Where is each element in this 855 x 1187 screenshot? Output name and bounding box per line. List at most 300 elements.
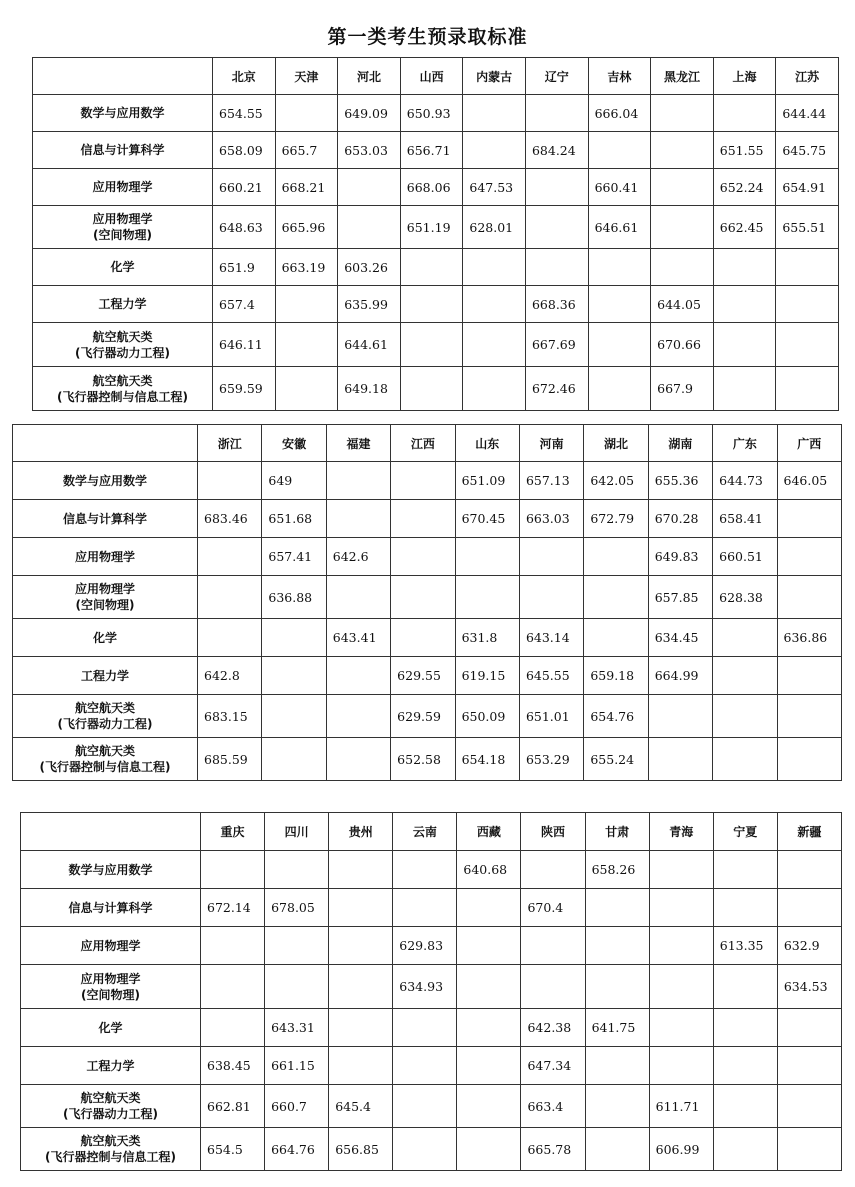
score-cell (457, 1009, 521, 1047)
score-cell (463, 249, 526, 286)
score-cell: 684.24 (525, 132, 588, 169)
major-label: 应用物理学 (92, 180, 153, 194)
score-cell (393, 1085, 457, 1128)
score-cell: 664.99 (648, 657, 712, 695)
table-row (13, 538, 842, 576)
score-cell: 636.86 (777, 619, 841, 657)
province-header: 宁夏 (713, 813, 777, 851)
score-cell (326, 695, 390, 738)
score-cell (713, 851, 777, 889)
major-sublabel: (飞行器控制与信息工程) (57, 389, 188, 404)
score-cell (713, 619, 777, 657)
score-cell (776, 286, 839, 323)
score-cell: 644.61 (338, 323, 401, 367)
score-cell (275, 95, 338, 132)
score-cell (651, 132, 714, 169)
score-cell (713, 367, 776, 411)
major-name (21, 889, 201, 927)
table-row (33, 169, 839, 206)
score-cell (329, 927, 393, 965)
province-header: 河北 (338, 58, 401, 95)
score-cell (262, 657, 326, 695)
table-row (33, 95, 839, 132)
score-cell (713, 1009, 777, 1047)
score-cell (457, 927, 521, 965)
score-cell: 651.01 (519, 695, 583, 738)
score-cell (525, 95, 588, 132)
score-cell: 654.76 (584, 695, 648, 738)
score-cell: 668.36 (525, 286, 588, 323)
score-cell: 660.21 (213, 169, 276, 206)
major-label: 应用物理学 (80, 938, 141, 953)
major-label: 航空航天类 (74, 701, 135, 715)
score-cell: 619.15 (455, 657, 519, 695)
score-cell: 642.6 (326, 538, 390, 576)
score-cell: 652.24 (713, 169, 776, 206)
score-cell: 603.26 (338, 249, 401, 286)
score-cell: 631.8 (455, 619, 519, 657)
score-cell: 658.09 (213, 132, 276, 169)
score-cell: 629.55 (391, 657, 455, 695)
score-cell (777, 1047, 841, 1085)
score-cell (463, 367, 526, 411)
score-cell: 660.51 (713, 538, 777, 576)
score-cell: 656.85 (329, 1128, 393, 1171)
score-cell: 678.05 (265, 889, 329, 927)
major-name (33, 132, 213, 169)
province-header: 湖北 (584, 425, 648, 462)
score-cell: 653.29 (519, 738, 583, 781)
score-cell (329, 965, 393, 1009)
province-header: 新疆 (777, 813, 841, 851)
score-cell (649, 965, 713, 1009)
province-header: 陕西 (521, 813, 585, 851)
province-header: 吉林 (588, 58, 651, 95)
score-cell (521, 965, 585, 1009)
score-cell: 644.05 (651, 286, 714, 323)
major-name (33, 249, 213, 286)
score-cell: 683.46 (198, 500, 262, 538)
score-cell (391, 576, 455, 619)
score-cell: 643.14 (519, 619, 583, 657)
province-header: 辽宁 (525, 58, 588, 95)
major-label: 工程力学 (86, 1058, 135, 1073)
score-cell (457, 1128, 521, 1171)
table-row (13, 576, 842, 619)
province-header: 青海 (649, 813, 713, 851)
score-cell: 668.21 (275, 169, 338, 206)
major-name (33, 169, 213, 206)
score-table-2 (12, 424, 842, 781)
major-name (21, 965, 201, 1009)
major-name (13, 738, 198, 781)
score-cell: 642.38 (521, 1009, 585, 1047)
score-cell (262, 738, 326, 781)
score-cell (400, 249, 463, 286)
score-cell: 647.34 (521, 1047, 585, 1085)
table-row (21, 1085, 842, 1128)
score-cell: 645.55 (519, 657, 583, 695)
score-cell (588, 367, 651, 411)
province-header: 甘肃 (585, 813, 649, 851)
province-header: 天津 (275, 58, 338, 95)
score-cell: 628.01 (463, 206, 526, 249)
score-cell (777, 1009, 841, 1047)
corner-cell (21, 813, 201, 851)
score-cell (585, 1085, 649, 1128)
province-header: 湖南 (648, 425, 712, 462)
table-row (33, 286, 839, 323)
score-cell (713, 323, 776, 367)
major-label: 航空航天类 (92, 329, 153, 344)
major-name (13, 538, 198, 576)
score-cell: 670.28 (648, 500, 712, 538)
score-cell: 629.83 (393, 927, 457, 965)
major-name (33, 206, 213, 249)
table-row (33, 206, 839, 249)
score-cell (777, 538, 841, 576)
score-cell (519, 538, 583, 576)
score-cell (201, 965, 265, 1009)
score-cell (713, 286, 776, 323)
province-header: 云南 (393, 813, 457, 851)
score-cell: 629.59 (391, 695, 455, 738)
score-cell (776, 367, 839, 411)
score-cell (776, 323, 839, 367)
score-cell (457, 1085, 521, 1128)
major-name (21, 851, 201, 889)
major-label: 航空航天类 (80, 1091, 141, 1105)
major-name (21, 1128, 201, 1171)
score-cell (393, 851, 457, 889)
score-cell: 665.7 (275, 132, 338, 169)
score-cell: 648.63 (213, 206, 276, 249)
score-cell: 654.18 (455, 738, 519, 781)
score-cell: 663.4 (521, 1085, 585, 1128)
score-cell (457, 889, 521, 927)
score-cell: 667.69 (525, 323, 588, 367)
score-cell: 640.68 (457, 851, 521, 889)
score-cell (457, 1047, 521, 1085)
score-cell (201, 927, 265, 965)
score-cell: 638.45 (201, 1047, 265, 1085)
score-cell (713, 965, 777, 1009)
score-cell (584, 576, 648, 619)
score-cell: 659.59 (213, 367, 276, 411)
province-header: 山西 (400, 58, 463, 95)
table-row (33, 249, 839, 286)
score-cell: 634.93 (393, 965, 457, 1009)
score-cell: 657.41 (262, 538, 326, 576)
province-header: 河南 (519, 425, 583, 462)
table-row (13, 695, 842, 738)
score-table-3 (20, 812, 842, 1171)
province-header: 广西 (777, 425, 841, 462)
table-row (13, 738, 842, 781)
major-sublabel: (飞行器控制与信息工程) (45, 1150, 176, 1164)
score-cell (326, 738, 390, 781)
major-label: 应用物理学 (92, 212, 153, 226)
score-cell (585, 927, 649, 965)
score-cell: 655.24 (584, 738, 648, 781)
score-cell (326, 500, 390, 538)
score-cell (584, 619, 648, 657)
major-name (13, 576, 198, 619)
score-cell (525, 169, 588, 206)
score-cell (713, 738, 777, 781)
province-header: 福建 (326, 425, 390, 462)
score-cell (326, 462, 390, 500)
score-cell (777, 851, 841, 889)
table-row (33, 367, 839, 411)
score-cell: 672.14 (201, 889, 265, 927)
score-cell (329, 1047, 393, 1085)
score-cell: 611.71 (649, 1085, 713, 1128)
score-cell: 651.09 (455, 462, 519, 500)
score-cell (198, 576, 262, 619)
major-label: 航空航天类 (92, 373, 153, 388)
score-cell: 663.19 (275, 249, 338, 286)
major-name (13, 657, 198, 695)
province-header: 北京 (213, 58, 276, 95)
score-cell: 665.96 (275, 206, 338, 249)
score-cell: 634.45 (648, 619, 712, 657)
score-cell: 641.75 (585, 1009, 649, 1047)
score-cell: 661.15 (265, 1047, 329, 1085)
score-cell: 651.68 (262, 500, 326, 538)
score-cell (713, 695, 777, 738)
score-cell (585, 889, 649, 927)
score-cell: 653.03 (338, 132, 401, 169)
score-cell: 644.44 (776, 95, 839, 132)
major-name (33, 367, 213, 411)
score-cell (329, 889, 393, 927)
major-label: 数学与应用数学 (62, 473, 147, 488)
major-label: 信息与计算科学 (80, 143, 165, 157)
score-cell: 644.73 (713, 462, 777, 500)
score-cell: 645.4 (329, 1085, 393, 1128)
score-cell: 606.99 (649, 1128, 713, 1171)
province-header: 浙江 (198, 425, 262, 462)
table-row (13, 657, 842, 695)
table-row (13, 500, 842, 538)
province-header: 广东 (713, 425, 777, 462)
score-cell: 632.9 (777, 927, 841, 965)
table-row (21, 1047, 842, 1085)
score-cell (713, 95, 776, 132)
score-cell: 668.06 (400, 169, 463, 206)
score-cell: 651.55 (713, 132, 776, 169)
score-cell: 666.04 (588, 95, 651, 132)
score-cell (457, 965, 521, 1009)
score-cell (777, 738, 841, 781)
major-label: 化学 (98, 1020, 123, 1035)
major-name (33, 323, 213, 367)
score-cell (275, 367, 338, 411)
score-cell (713, 1085, 777, 1128)
score-cell: 670.45 (455, 500, 519, 538)
major-name (33, 95, 213, 132)
score-cell (393, 1047, 457, 1085)
province-header: 山东 (455, 425, 519, 462)
score-cell: 665.78 (521, 1128, 585, 1171)
score-cell (463, 95, 526, 132)
major-label: 数学与应用数学 (68, 862, 153, 877)
score-cell: 655.36 (648, 462, 712, 500)
score-cell (326, 576, 390, 619)
score-cell: 649.09 (338, 95, 401, 132)
score-cell (648, 738, 712, 781)
score-cell (265, 927, 329, 965)
table-row (21, 889, 842, 927)
province-header: 安徽 (262, 425, 326, 462)
major-label: 信息与计算科学 (68, 900, 153, 915)
page-title: 第一类考生预录取标准 (327, 26, 528, 48)
score-cell (338, 169, 401, 206)
major-label: 工程力学 (80, 668, 129, 683)
score-cell (338, 206, 401, 249)
score-cell (713, 1047, 777, 1085)
score-cell (713, 657, 777, 695)
score-cell (521, 851, 585, 889)
score-cell (262, 619, 326, 657)
table-row (33, 132, 839, 169)
score-cell (400, 286, 463, 323)
major-sublabel: (空间物理) (75, 598, 135, 612)
province-header: 内蒙古 (463, 58, 526, 95)
score-cell: 672.79 (584, 500, 648, 538)
score-cell (651, 169, 714, 206)
major-name (21, 1009, 201, 1047)
province-header: 黑龙江 (651, 58, 714, 95)
table-row (33, 323, 839, 367)
score-cell (584, 538, 648, 576)
score-cell (201, 1009, 265, 1047)
score-cell: 658.41 (713, 500, 777, 538)
score-cell (713, 1128, 777, 1171)
score-cell: 663.03 (519, 500, 583, 538)
score-cell (275, 286, 338, 323)
province-header: 上海 (713, 58, 776, 95)
score-cell (649, 851, 713, 889)
score-cell (198, 462, 262, 500)
score-cell (201, 851, 265, 889)
score-cell (649, 927, 713, 965)
score-cell: 628.38 (713, 576, 777, 619)
score-cell (265, 851, 329, 889)
score-cell: 656.71 (400, 132, 463, 169)
score-cell (198, 538, 262, 576)
score-cell (393, 889, 457, 927)
score-cell (275, 323, 338, 367)
table-row (21, 1009, 842, 1047)
score-cell: 667.9 (651, 367, 714, 411)
major-label: 工程力学 (98, 297, 147, 311)
score-cell: 654.55 (213, 95, 276, 132)
score-cell: 670.66 (651, 323, 714, 367)
score-cell: 613.35 (713, 927, 777, 965)
score-cell: 646.61 (588, 206, 651, 249)
score-cell: 657.85 (648, 576, 712, 619)
table-row (21, 965, 842, 1009)
score-cell (776, 249, 839, 286)
score-cell: 649.18 (338, 367, 401, 411)
score-cell: 635.99 (338, 286, 401, 323)
score-cell: 646.05 (777, 462, 841, 500)
score-cell (525, 206, 588, 249)
major-sublabel: (空间物理) (93, 228, 152, 242)
table-row (21, 1128, 842, 1171)
province-header: 西藏 (457, 813, 521, 851)
score-cell: 659.18 (584, 657, 648, 695)
major-name (13, 695, 198, 738)
score-cell (649, 1009, 713, 1047)
major-sublabel: (飞行器动力工程) (57, 717, 153, 731)
score-cell (649, 1047, 713, 1085)
score-cell: 636.88 (262, 576, 326, 619)
score-cell (265, 965, 329, 1009)
score-cell (585, 1047, 649, 1085)
score-cell (777, 657, 841, 695)
score-cell: 658.26 (585, 851, 649, 889)
score-cell (651, 249, 714, 286)
score-cell (777, 695, 841, 738)
score-cell: 662.45 (713, 206, 776, 249)
score-cell: 662.81 (201, 1085, 265, 1128)
score-cell (651, 95, 714, 132)
score-cell (588, 132, 651, 169)
score-cell (521, 927, 585, 965)
score-cell: 643.41 (326, 619, 390, 657)
major-label: 航空航天类 (74, 744, 135, 758)
score-cell: 651.19 (400, 206, 463, 249)
score-cell: 683.15 (198, 695, 262, 738)
score-cell (391, 538, 455, 576)
header-row (21, 813, 842, 851)
score-cell (455, 538, 519, 576)
score-cell (391, 619, 455, 657)
score-cell (393, 1009, 457, 1047)
score-cell: 670.4 (521, 889, 585, 927)
score-cell: 657.13 (519, 462, 583, 500)
header-row (13, 425, 842, 462)
score-cell (400, 323, 463, 367)
score-cell: 642.8 (198, 657, 262, 695)
score-cell (463, 286, 526, 323)
table-row (13, 619, 842, 657)
score-cell: 657.4 (213, 286, 276, 323)
score-cell (585, 965, 649, 1009)
score-cell (588, 323, 651, 367)
score-cell: 652.58 (391, 738, 455, 781)
score-cell: 649.83 (648, 538, 712, 576)
major-label: 化学 (92, 630, 117, 645)
score-cell: 649 (262, 462, 326, 500)
score-cell (588, 249, 651, 286)
score-cell: 650.09 (455, 695, 519, 738)
score-cell: 685.59 (198, 738, 262, 781)
score-cell (713, 249, 776, 286)
score-cell (713, 889, 777, 927)
score-cell (651, 206, 714, 249)
province-header: 重庆 (201, 813, 265, 851)
score-cell: 664.76 (265, 1128, 329, 1171)
score-cell (391, 462, 455, 500)
score-cell: 650.93 (400, 95, 463, 132)
score-cell (588, 286, 651, 323)
major-label: 应用物理学 (74, 582, 135, 596)
score-cell (777, 889, 841, 927)
